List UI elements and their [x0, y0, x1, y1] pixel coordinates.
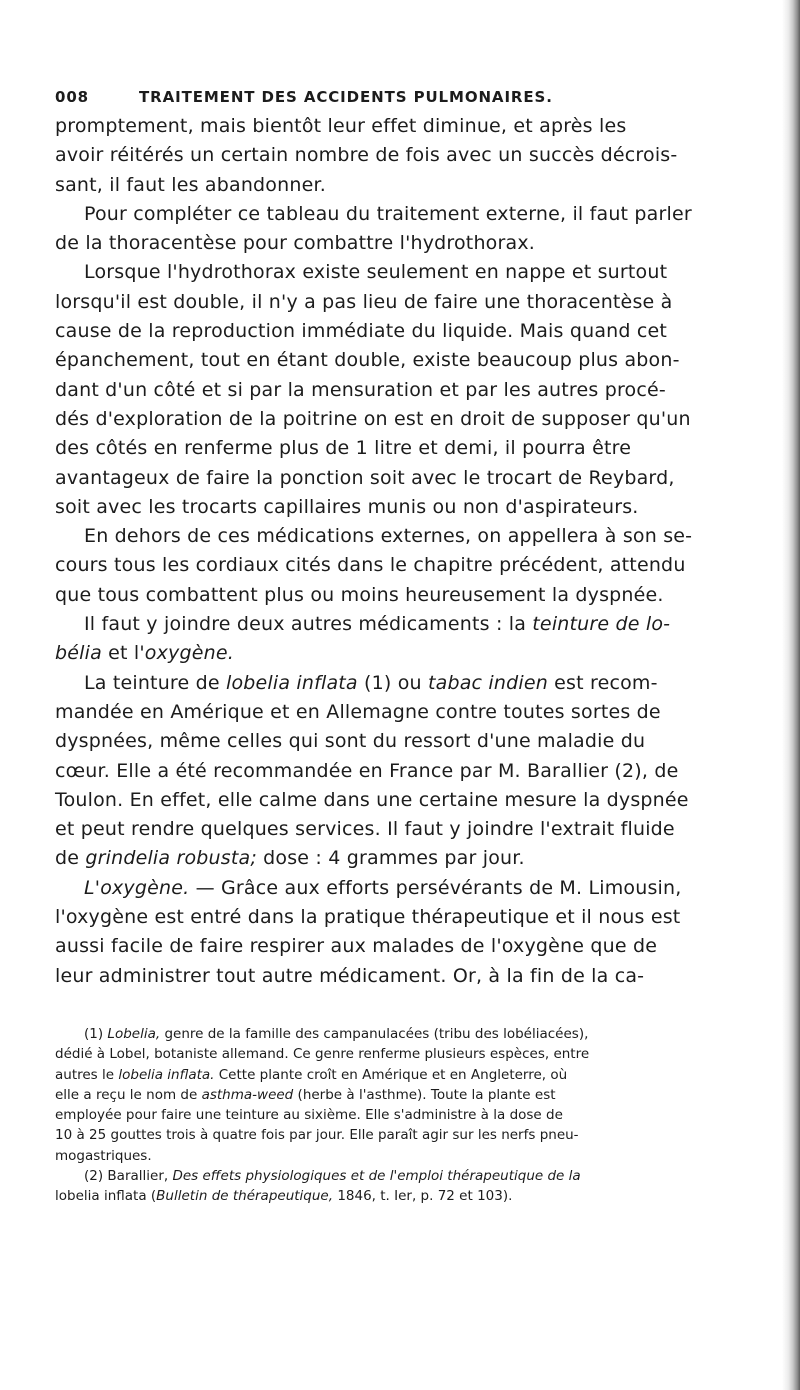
italic-text: Lobelia, [107, 1026, 161, 1042]
text-run: En dehors de ces médications externes, on appellera à son se- [84, 525, 693, 548]
footnote-line [55, 1065, 795, 1085]
text-run: lobelia inflata ( [55, 1188, 157, 1205]
text-run: dédié à Lobel, botaniste allemand. Ce genre renferme plusieurs espèces, entre [55, 1046, 590, 1063]
text-line [55, 786, 795, 815]
text-line [55, 200, 795, 229]
text-line [55, 317, 795, 346]
italic-text: oxygène. [144, 642, 234, 665]
italic-text: lobelia inflata. [118, 1066, 215, 1083]
text-line [55, 815, 795, 844]
text-run: employée pour faire une teinture au sixième. Elle s'administre à la dose de [55, 1107, 563, 1124]
text-run: (2) Barallier, [84, 1168, 173, 1185]
text-line [55, 171, 795, 200]
text-run: (1) ou [357, 671, 428, 694]
text-run: l'oxygène est entré dans la pratique thérapeutique et il nous est [55, 906, 681, 929]
footnote-line [55, 1024, 795, 1044]
text-line [55, 610, 795, 639]
text-run: dés d'exploration de la poitrine on est en droit de supposer qu'un [55, 407, 691, 430]
text-run: 1846, t. Ier, p. 72 et 103). [333, 1188, 513, 1205]
running-title: TRAITEMENT DES ACCIDENTS PULMONAIRES. [139, 88, 553, 106]
footnote-line [55, 1186, 795, 1206]
text-run: cause de la reproduction immédiate du liquide. Mais quand cet [55, 320, 668, 343]
text-run: et l' [101, 642, 145, 665]
text-run: elle a reçu le nom de [55, 1086, 202, 1103]
text-run: dyspnées, même celles qui sont du ressort d'une maladie du [55, 730, 646, 753]
text-line [55, 405, 795, 434]
text-run: — Grâce aux efforts persévérants de M. Limousin, [189, 876, 682, 899]
text-run: mandée en Amérique et en Allemagne contre toutes sortes de [55, 700, 661, 723]
text-line [55, 464, 795, 493]
text-line [55, 493, 795, 522]
text-run: dant d'un côté et si par la mensuration et par les autres procé- [55, 378, 666, 401]
text-line [55, 434, 795, 463]
text-run: mogastriques. [55, 1147, 152, 1164]
italic-text: L'oxygène. [84, 876, 190, 899]
text-line [55, 932, 795, 961]
footnotes [55, 1024, 795, 1207]
italic-text: tabac indien [427, 671, 548, 694]
text-run: Lorsque l'hydrothorax existe seulement en nappe et surtout [84, 261, 668, 284]
text-line [55, 669, 795, 698]
text-line [55, 551, 795, 580]
text-run: genre de la famille des campanulacées (tribu des lobéliacées), [160, 1026, 589, 1042]
page-number: 008 [55, 88, 90, 106]
text-line [55, 522, 795, 551]
footnote-line [55, 1125, 795, 1145]
italic-text: Des effets physiologiques et de l'emploi thérapeutique de la [172, 1168, 581, 1185]
text-run: autres le [55, 1066, 119, 1083]
italic-text: asthma-weed [201, 1086, 294, 1103]
text-run: dose : 4 grammes par jour. [256, 847, 525, 870]
text-line [55, 962, 795, 991]
text-line [55, 141, 795, 170]
text-run: lorsqu'il est double, il n'y a pas lieu de faire une thoracentèse à [55, 290, 673, 313]
text-run: (1) [84, 1026, 108, 1042]
text-run: La teinture de [84, 671, 226, 694]
italic-text: Bulletin de thérapeutique, [156, 1188, 334, 1205]
footnote-line [55, 1146, 795, 1166]
text-run: (herbe à l'asthme). Toute la plante est [293, 1086, 556, 1103]
text-line [55, 112, 795, 141]
text-run: de la thoracentèse pour combattre l'hydrothorax. [55, 232, 535, 255]
italic-text: bélia [55, 642, 102, 665]
text-run: Cette plante croît en Amérique et en Angleterre, où [214, 1066, 568, 1083]
text-line [55, 874, 795, 903]
text-run: leur administrer tout autre médicament. Or, à la fin de la ca- [55, 964, 645, 987]
footnote-line [55, 1044, 795, 1064]
text-line [55, 639, 795, 668]
footnote-line [55, 1166, 795, 1186]
text-run: Il faut y joindre deux autres médicaments : la [84, 613, 533, 636]
text-run: épanchement, tout en étant double, existe beaucoup plus abon- [55, 349, 680, 372]
text-run: Toulon. En effet, elle calme dans une certaine mesure la dyspnée [55, 788, 689, 811]
text-line [55, 288, 795, 317]
footnote-line [55, 1085, 795, 1105]
text-line [55, 229, 795, 258]
italic-text: teinture de lo- [532, 613, 671, 636]
text-run: de [55, 847, 86, 870]
text-run: des côtés en renferme plus de 1 litre et demi, il pourra être [55, 437, 632, 460]
main-text [55, 112, 795, 991]
text-run: cœur. Elle a été recommandée en France par M. Barallier (2), de [55, 759, 679, 782]
text-line [55, 258, 795, 287]
text-run: soit avec les trocarts capillaires munis ou non d'aspirateurs. [55, 495, 639, 518]
text-line [55, 844, 795, 873]
text-run: avoir réitérés un certain nombre de fois avec un succès décrois- [55, 144, 678, 167]
text-line [55, 376, 795, 405]
text-run: avantageux de faire la ponction soit avec le trocart de Reybard, [55, 466, 675, 489]
text-run: 10 à 25 gouttes trois à quatre fois par jour. Elle paraît agir sur les nerfs pneu- [55, 1127, 579, 1144]
text-line [55, 757, 795, 786]
text-run: cours tous les cordiaux cités dans le chapitre précédent, attendu [55, 554, 686, 577]
text-line [55, 346, 795, 375]
text-line [55, 727, 795, 756]
footnote-line [55, 1105, 795, 1125]
text-run: et peut rendre quelques services. Il faut y joindre l'extrait fluide [55, 818, 675, 841]
text-run: Pour compléter ce tableau du traitement externe, il faut parler [84, 202, 692, 225]
text-run: promptement, mais bientôt leur effet diminue, et après les [55, 115, 627, 137]
text-run: aussi facile de faire respirer aux malades de l'oxygène que de [55, 935, 658, 958]
text-run: sant, il faut les abandonner. [55, 173, 326, 196]
text-line [55, 698, 795, 727]
running-head [55, 88, 775, 110]
text-line [55, 903, 795, 932]
italic-text: lobelia inflata [225, 671, 358, 694]
text-line [55, 581, 795, 610]
italic-text: grindelia robusta; [85, 847, 257, 870]
text-run: que tous combattent plus ou moins heureusement la dyspnée. [55, 583, 664, 606]
text-run: est recom- [547, 671, 658, 694]
